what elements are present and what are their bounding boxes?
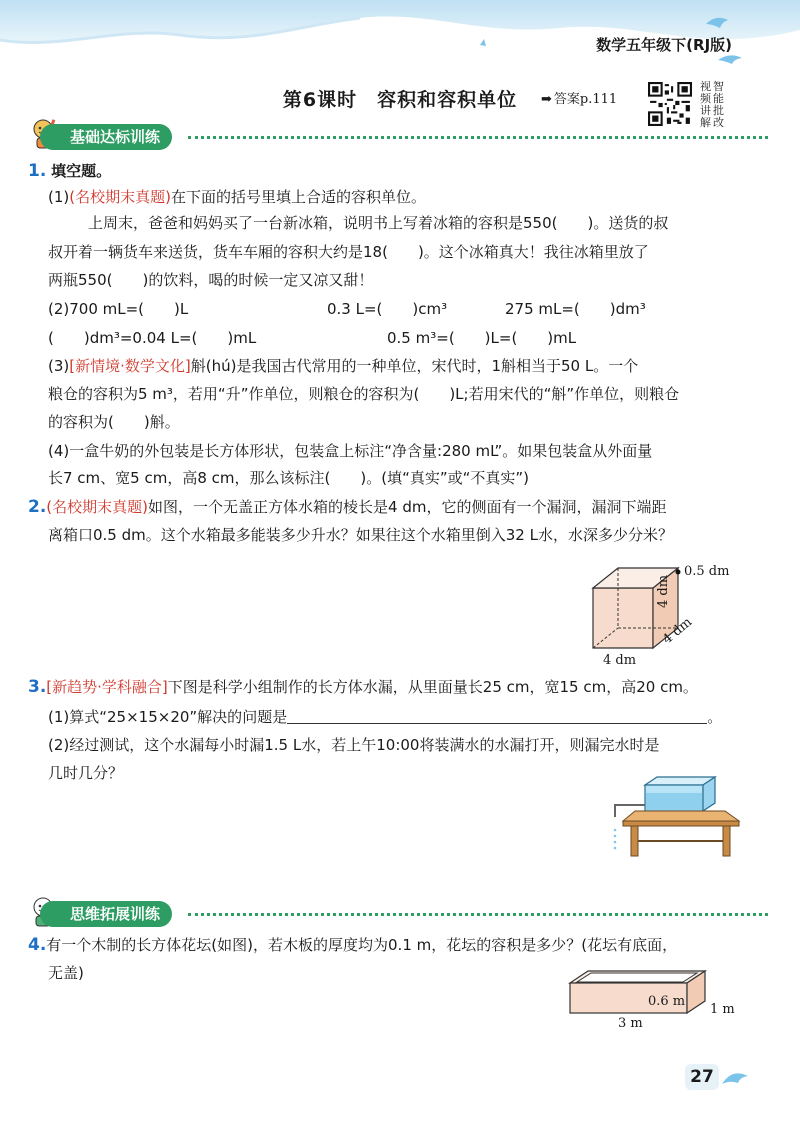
qr-code-icon[interactable]: [648, 82, 692, 126]
hole-marker: [676, 570, 681, 575]
section-banner-basic: 基础达标训练: [40, 124, 172, 150]
source-tag: [新情境·数学文化]: [69, 357, 191, 375]
arrow-right-icon: ➡: [541, 92, 552, 107]
question-3-part2-line1: (2)经过测试，这个水漏每小时漏1.5 L水，若上午10:00将装满水的水漏打开，则漏完水时是: [48, 736, 660, 754]
q1-part2-c: 275 mL=( )dm³: [505, 300, 646, 318]
qr-label: 讲批: [700, 104, 726, 117]
question-4-line1: [28, 936, 677, 954]
source-tag: [新趋势·学科融合]: [46, 678, 168, 696]
water-clock-figure: [605, 775, 755, 860]
qr-label: 解改: [700, 116, 726, 129]
part-text: 在下面的括号里填上合适的容积单位。: [170, 188, 426, 206]
q1-part2-a: (2)700 mL=( )L: [48, 300, 189, 318]
question-2-line2: 离箱口0.5 dm。这个水箱最多能装多少升水？如果往这个水箱里倒入32 L水，水深多少分米？: [48, 526, 673, 544]
question-number: 4.: [28, 935, 47, 955]
qr-labels: [700, 81, 736, 129]
part-label: (3): [48, 357, 70, 375]
q1-part3-line3: 的容积为( )斛。: [48, 413, 180, 431]
part-text: (1)算式“25×15×20”解决的问题是: [48, 708, 288, 726]
q1-part1-heading: [48, 188, 426, 206]
fig-length-label: 3 m: [618, 1016, 643, 1031]
question-text: 填空题。: [51, 162, 112, 180]
fig-depth-label: 4 dm: [660, 614, 695, 648]
question-3-part1: [48, 708, 722, 726]
question-number: 3.: [28, 677, 47, 697]
source-tag: (名校期末真题): [46, 498, 149, 516]
fig-inner-height-label: 0.6 m: [648, 994, 686, 1009]
fig-height-label: 1 m: [710, 1002, 735, 1017]
qr-label: 频能: [700, 92, 726, 105]
question-text: 有一个木制的长方体花坛(如图)，若木板的厚度均为0.1 m，花坛的容积是多少？(花坛有底面，: [46, 936, 678, 954]
section-divider: [188, 913, 768, 920]
source-tag: (名校期末真题): [69, 188, 171, 206]
question-3-part2-line2: 几时几分？: [48, 764, 124, 782]
answer-ref-text: 答案p.111: [553, 92, 618, 107]
q1-part1-line2: 叔开着一辆货车来送货，货车车厢的容积大约是18( )。这个冰箱真大！我往冰箱里放了: [48, 243, 649, 261]
lesson-title: 第6课时 容积和容积单位: [282, 89, 518, 111]
answer-blank[interactable]: [287, 709, 707, 724]
q1-part3-line1: [48, 357, 638, 375]
page-number: 27: [685, 1064, 719, 1090]
question-number: 2.: [28, 497, 47, 517]
q1-part2-d: ( )dm³=0.04 L=( )mL: [48, 329, 257, 347]
fig-width-label: 4 dm: [603, 653, 637, 668]
question-number: 1.: [28, 161, 47, 181]
q1-part2-b: 0.3 L=( )cm³: [327, 300, 448, 318]
q1-part4-line2: 长7 cm、宽5 cm，高8 cm，那么该标注( )。(填“真实”或“不真实”): [48, 469, 530, 487]
q1-part1-line1: 上周末，爸爸和妈妈买了一台新冰箱，说明书上写着冰箱的容积是550( )。送货的叔: [88, 214, 669, 232]
q1-part4-line1: (4)一盒牛奶的外包装是长方体形状，包装盒上标注“净含量:280 mL”。如果包装盒从外面量: [48, 442, 653, 460]
answer-reference: [541, 88, 617, 107]
question-text: 如图，一个无盖正方体水箱的棱长是4 dm，它的侧面有一个漏洞，漏洞下端距: [148, 498, 667, 516]
part-text: 斛(hú)是我国古代常用的一种单位，宋代时，1斛相当于50 L。一个: [190, 357, 639, 375]
q1-part3-line2: 粮仓的容积为5 m³，若用“升”作单位，则粮仓的容积为( )L;若用宋代的“斛”作单位，则粮仓: [48, 385, 680, 403]
question-1-title: [28, 162, 111, 180]
question-3-line1: [28, 678, 698, 696]
dolphin-icon: [720, 1068, 750, 1090]
q1-part2-e: 0.5 m³=( )L=( )mL: [387, 329, 577, 347]
question-4-line2: 无盖): [48, 964, 84, 982]
qr-label: 视智: [700, 80, 726, 93]
book-title: 数学五年级下(RJ版): [596, 36, 732, 54]
fig-height-label: 4 dm: [656, 574, 671, 608]
section-banner-advanced: 思维拓展训练: [40, 901, 172, 927]
part-end: 。: [707, 708, 723, 726]
question-text: 下图是科学小组制作的长方体水漏，从里面量长25 cm，宽15 cm，高20 cm。: [167, 678, 698, 696]
flower-bed-figure: [565, 965, 715, 1020]
section-divider: [188, 136, 768, 143]
fig-hole-label: 0.5 dm: [684, 564, 730, 579]
q1-part1-line3: 两瓶550( )的饮料，喝的时候一定又凉又甜！: [48, 271, 374, 289]
question-2-line1: [28, 498, 666, 516]
part-label: (1): [48, 188, 70, 206]
